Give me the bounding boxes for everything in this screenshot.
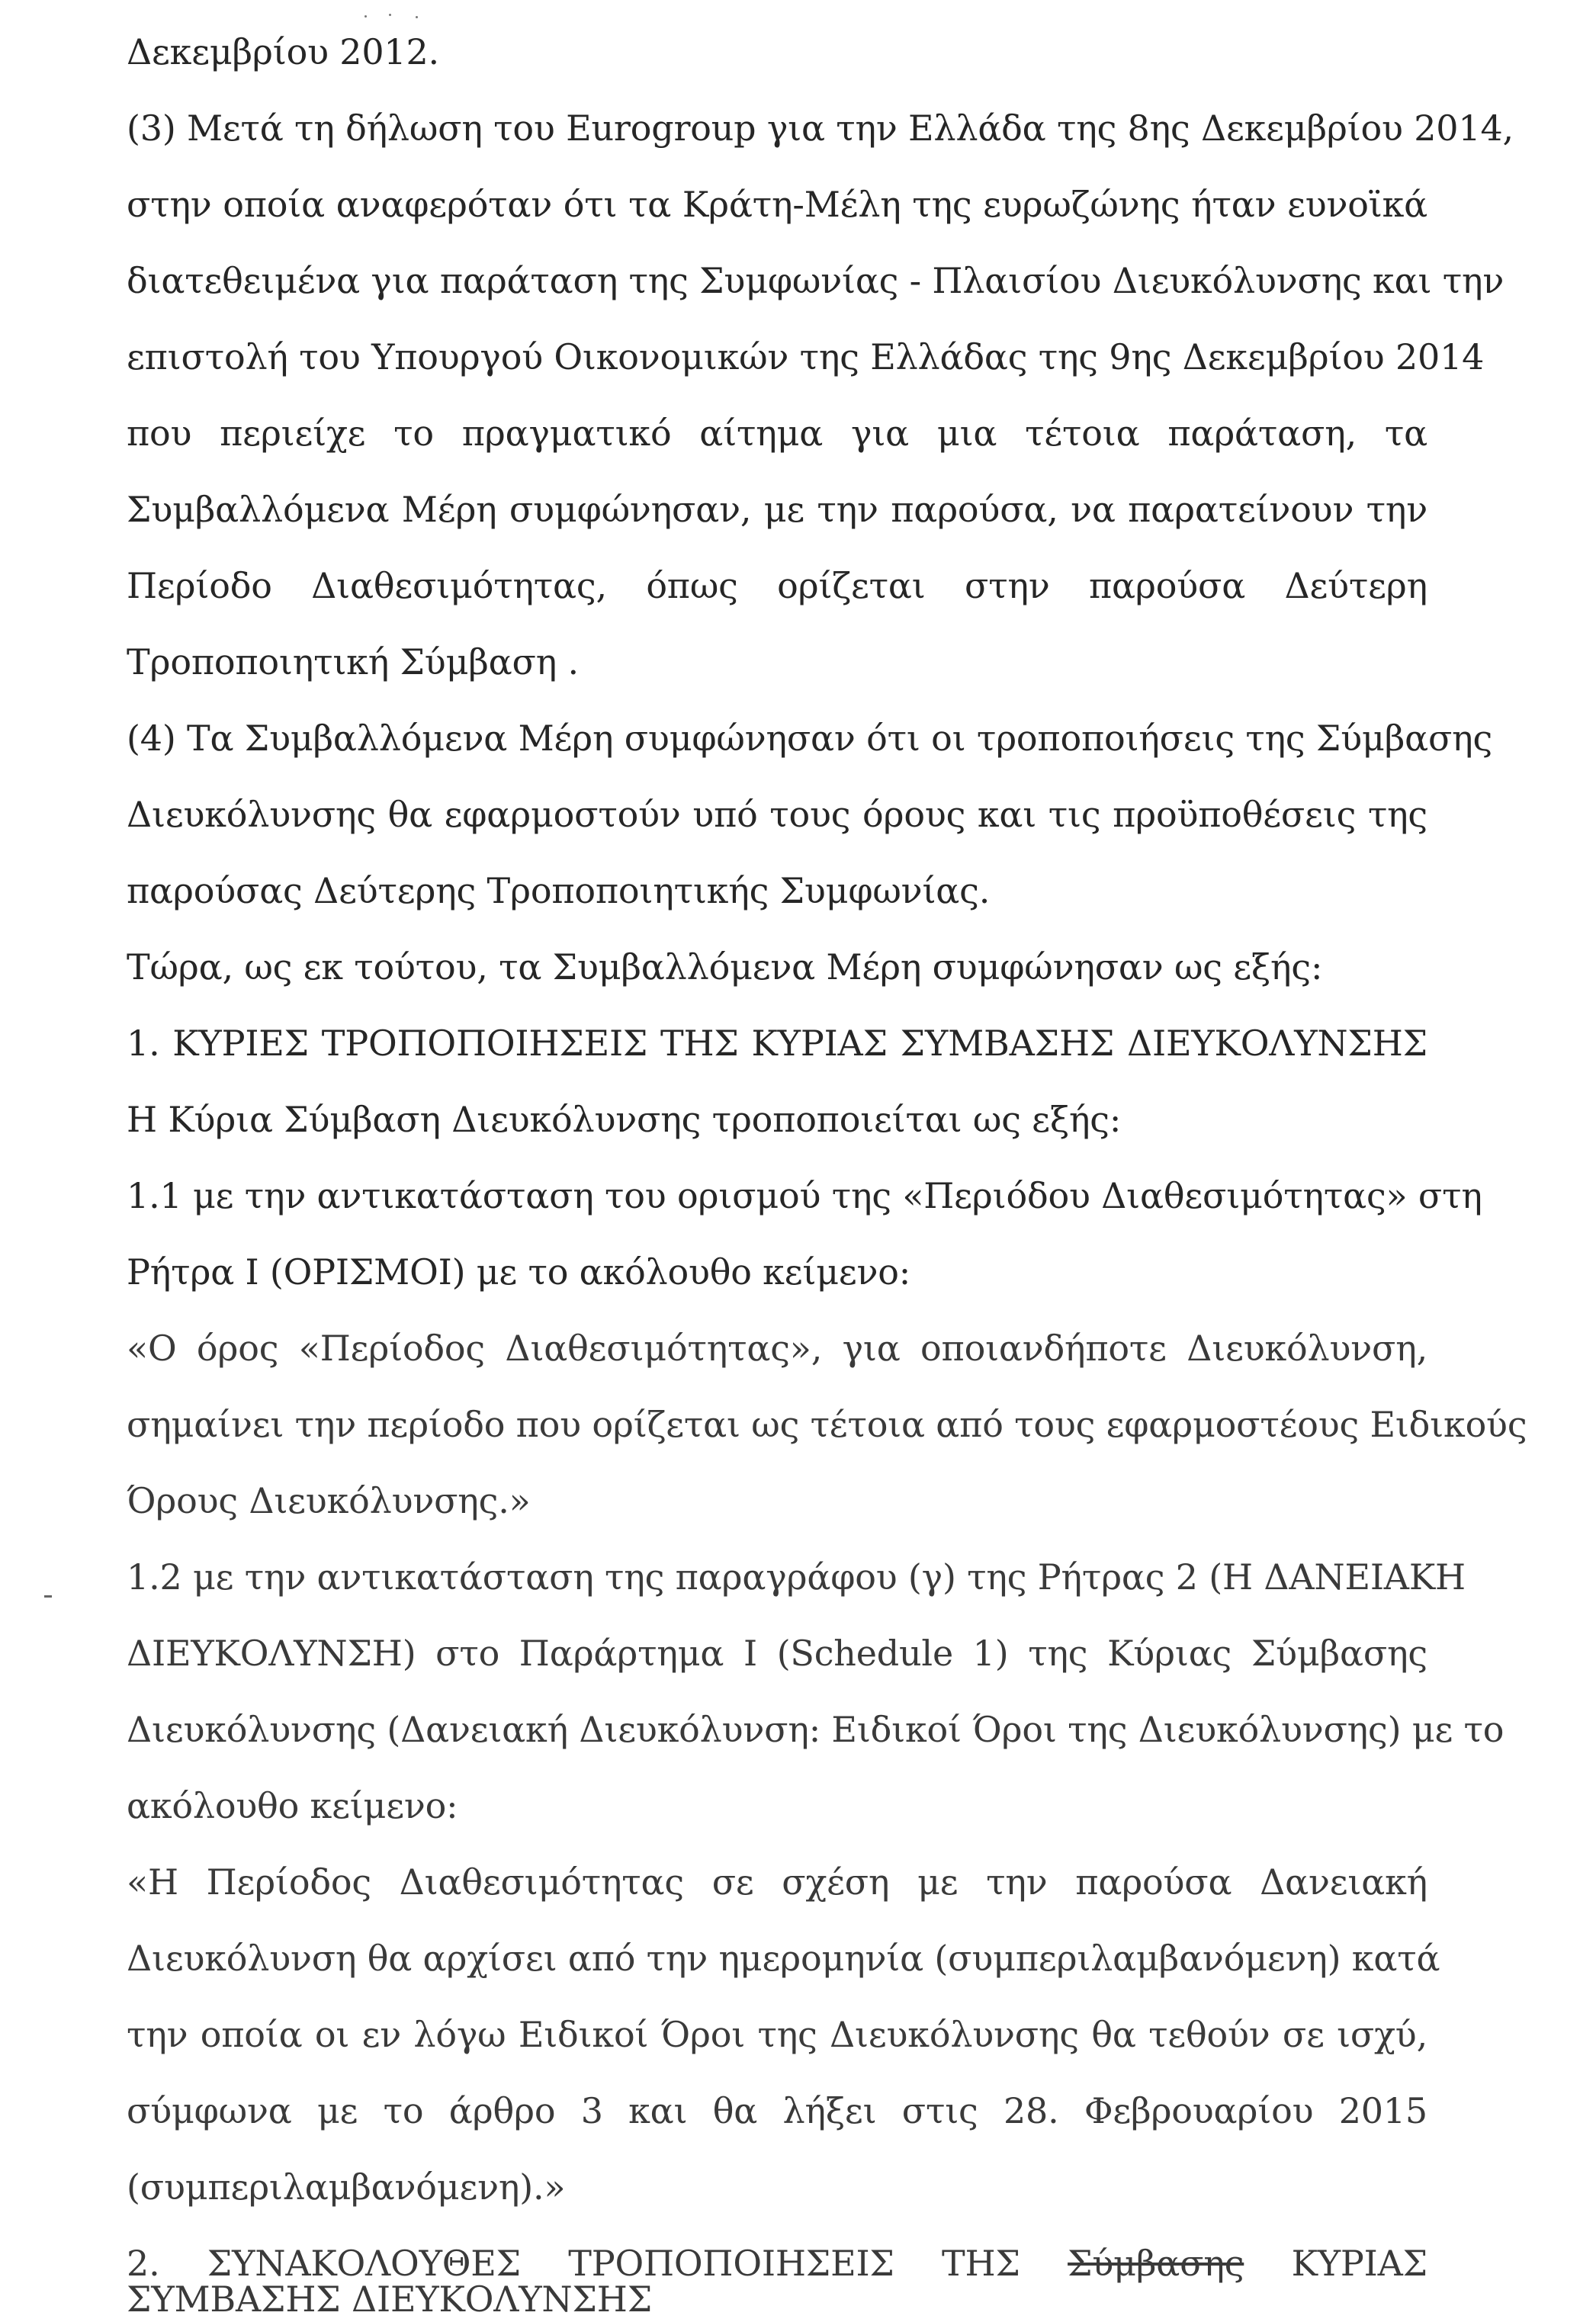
text-line: 1.2 με την αντικατάσταση της παραγράφου (γ) της Ρήτρας 2 (Η ΔΑΝΕΙΑΚΗ — [127, 1556, 1466, 1598]
text-line: Διευκόλυνσης θα εφαρμοστούν υπό τους όρους και τις προϋποθέσεις της — [127, 794, 1427, 835]
text-line: Διευκόλυνση θα αρχίσει από την ημερομηνία (συμπεριλαμβανόμενη) κατά — [127, 1938, 1440, 1979]
scan-speck — [389, 14, 391, 16]
heading-text-end: ΚΥΡΙΑΣ — [1291, 2243, 1427, 2284]
margin-mark — [44, 1595, 52, 1598]
final-line: ΣΥΜΒΑΣΗΣ ΔΙΕΥΚΟΛΥΝΣΗΣ — [127, 2279, 653, 2320]
text-line: διατεθειμένα για παράταση της Συμφωνίας - Πλαισίου Διευκόλυνσης και την — [127, 260, 1504, 301]
text-line: «Η Περίοδος Διαθεσιμότητας σε σχέση με την παρούσα Δανειακή — [127, 1861, 1427, 1903]
text-line: (4) Τα Συμβαλλόμενα Μέρη συμφώνησαν ότι οι τροποποιήσεις της Σύμβασης — [127, 718, 1493, 759]
text-line: (συμπεριλαμβανόμενη).» — [127, 2166, 566, 2208]
heading-text: 2. ΣΥΝΑΚΟΛΟΥΘΕΣ ΤΡΟΠΟΠΟΙΗΣΕΙΣ ΤΗΣ — [127, 2243, 1020, 2284]
text-line: ακόλουθο κείμενο: — [127, 1785, 458, 1826]
text-line: επιστολή του Υπουργού Οικονομικών της Ελλάδας της 9ης Δεκεμβρίου 2014 — [127, 336, 1485, 377]
section-heading: 1. ΚΥΡΙΕΣ ΤΡΟΠΟΠΟΙΗΣΕΙΣ ΤΗΣ ΚΥΡΙΑΣ ΣΥΜΒΑΣΗΣ ΔΙΕΥΚΟΛΥΝΣΗΣ — [127, 1023, 1427, 1064]
text-line: 1.1 με την αντικατάσταση του ορισμού της «Περιόδου Διαθεσιμότητας» στη — [127, 1175, 1482, 1216]
scan-speck — [364, 15, 367, 18]
text-line: Ρήτρα Ι (ΟΡΙΣΜΟΙ) με το ακόλουθο κείμενο: — [127, 1251, 911, 1293]
text-line: σημαίνει την περίοδο που ορίζεται ως τέτοια από τους εφαρμοστέους Ειδικούς — [127, 1404, 1527, 1445]
text-line: Η Κύρια Σύμβαση Διευκόλυνσης τροποποιείται ως εξής: — [127, 1099, 1122, 1140]
text-line: που περιείχε το πραγματικό αίτημα για μια τέτοια παράταση, τα — [127, 413, 1427, 454]
text-line: «Ο όρος «Περίοδος Διαθεσιμότητας», για οποιανδήποτε Διευκόλυνση, — [127, 1328, 1427, 1369]
text-line: Όρους Διευκόλυνσης.» — [127, 1480, 531, 1521]
text-line: σύμφωνα με το άρθρο 3 και θα λήξει στις 28. Φεβρουαρίου 2015 — [127, 2090, 1427, 2131]
text-line: Συμβαλλόμενα Μέρη συμφώνησαν, με την παρούσα, να παρατείνουν την — [127, 489, 1427, 530]
text-line: ΔΙΕΥΚΟΛΥΝΣΗ) στο Παράρτημα Ι (Schedule 1) της Κύριας Σύμβασης — [127, 1633, 1427, 1674]
text-line: Περίοδο Διαθεσιμότητας, όπως ορίζεται στην παρούσα Δεύτερη — [127, 565, 1427, 606]
text-line: την οποία οι εν λόγω Ειδικοί Όροι της Διευκόλυνσης θα τεθούν σε ισχύ, — [127, 2014, 1427, 2055]
text-line: Δεκεμβρίου 2012. — [127, 31, 439, 72]
text-line: παρούσας Δεύτερης Τροποποιητικής Συμφωνίας. — [127, 870, 991, 911]
text-line: Τώρα, ως εκ τούτου, τα Συμβαλλόμενα Μέρη συμφώνησαν ως εξής: — [127, 946, 1323, 988]
text-line: στην οποία αναφερόταν ότι τα Κράτη-Μέλη της ευρωζώνης ήταν ευνοϊκά — [127, 184, 1427, 225]
struck-word: Σύμβασης — [1068, 2243, 1244, 2284]
text-line: Διευκόλυνσης (Δανειακή Διευκόλυνση: Ειδικοί Όροι της Διευκόλυνσης) με το — [127, 1709, 1504, 1750]
text-line: Τροποποιητική Σύμβαση . — [127, 641, 579, 682]
scan-speck — [416, 16, 418, 18]
text-line: (3) Μετά τη δήλωση του Eurogroup για την Ελλάδα της 8ης Δεκεμβρίου 2014, — [127, 108, 1514, 149]
